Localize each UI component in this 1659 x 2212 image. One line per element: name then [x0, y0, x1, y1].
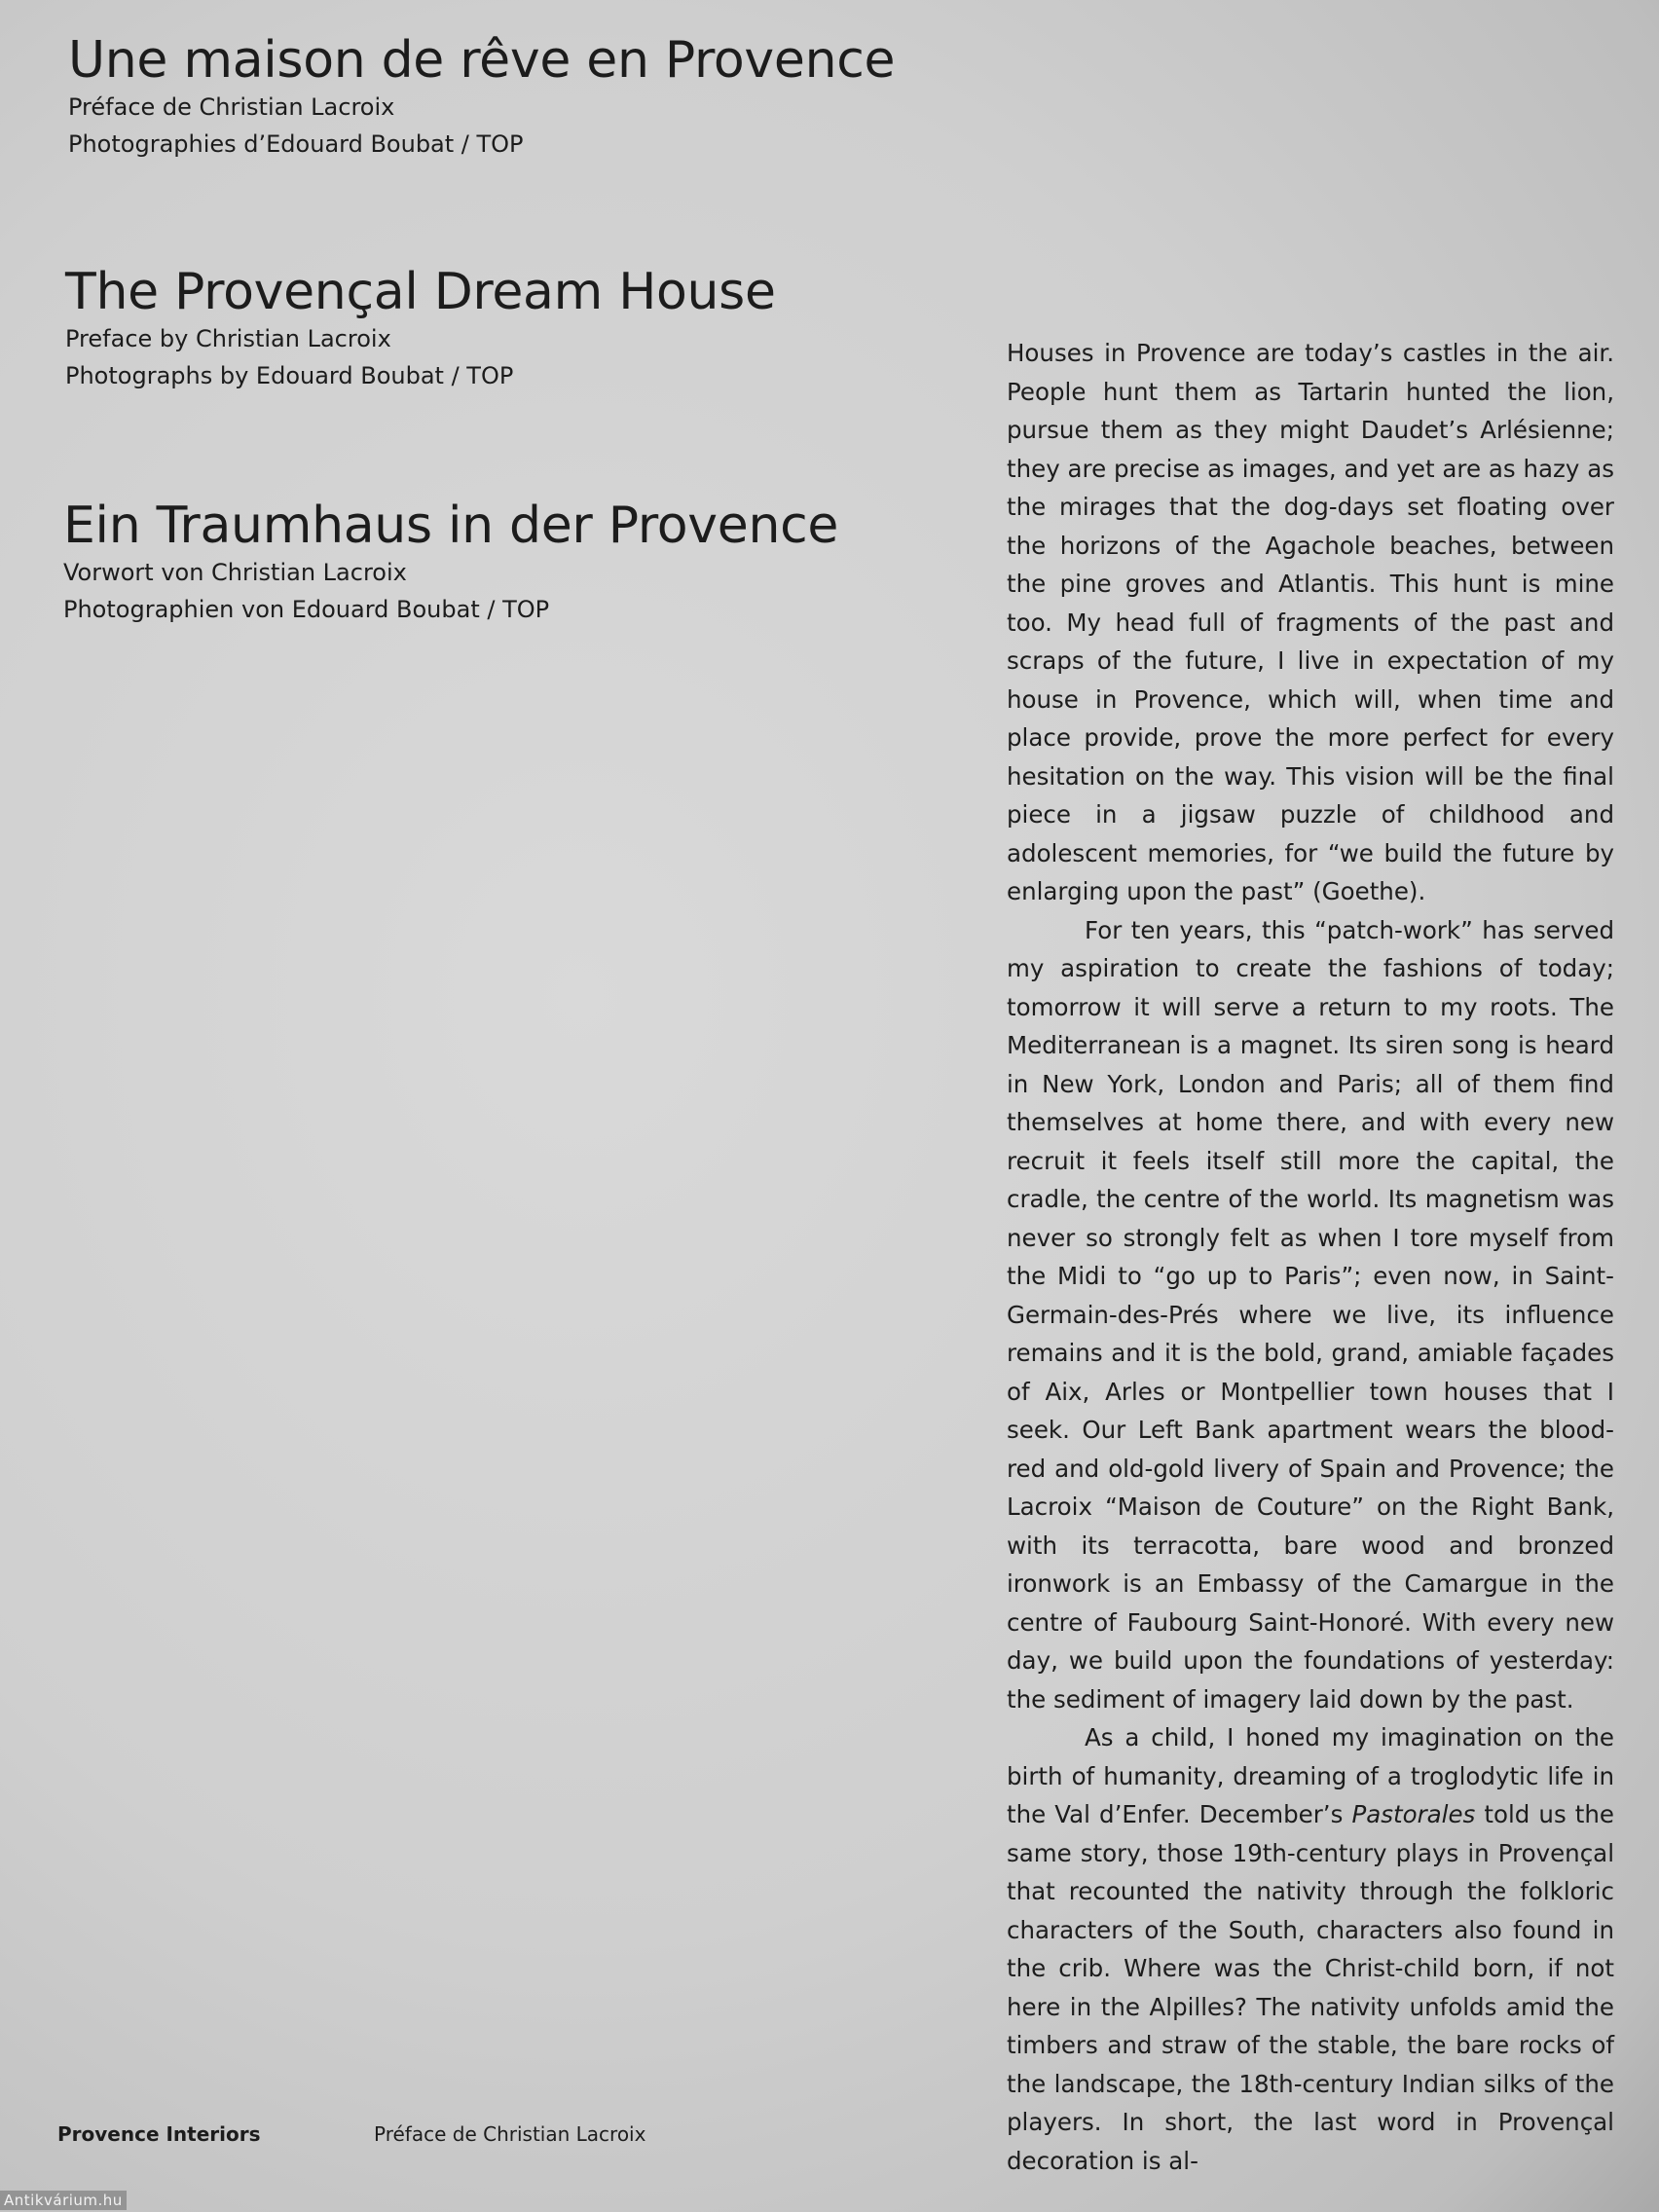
english-preface-credit: Preface by Christian Lacroix: [65, 325, 391, 353]
german-title-block: [63, 498, 838, 628]
english-photo-credit: Photographs by Edouard Boubat / TOP: [65, 362, 514, 390]
english-title-block: [65, 265, 776, 394]
english-title: The Provençal Dream House: [65, 263, 776, 321]
body-paragraph-3: [1007, 1718, 1614, 2180]
preface-body-text: [1007, 334, 1614, 2180]
german-title: Ein Traumhaus in der Provence: [63, 497, 839, 555]
body-paragraph-1: Houses in Provence are today’s castles in the air. People hunt them as Tartarin hunted the lion, pursue them as they might Daudet’s Arlésienne; they are precise as images, and yet are as hazy as the mirages that the dog-days set floating over the horizons of the Agachole beaches, between the pine groves and Atlantis. This hunt is mine too. My head full of fragments of the past and scraps of the future, I live in expectation of my house in Provence, which will, when time and place provide, prove the more perfect for every hesitation on the way. This vision will be the final piece in a jigsaw puzzle of childhood and adolescent memories, for “we build the future by enlarging upon the past” (Goethe).: [1007, 339, 1614, 905]
french-title: Une maison de rêve en Provence: [68, 31, 896, 90]
body-paragraph-2: For ten years, this “patch-work” has served my aspiration to create the fashions of today; tomorrow it will serve a return to my roots. The Mediterranean is a magnet. Its siren song is heard in New York, London and Paris; all of them find themselves at home there, and with every new recruit it feels itself still more the capital, the cradle, the centre of the world. Its magnetism was never so strongly felt as when I tore myself from the Midi to “go up to Paris”; even now, in Saint-Germain-des-Prés where we live, its influence remains and it is the bold, grand, amiable façades of Aix, Arles or Montpellier town houses that I seek. Our Left Bank apartment wears the blood-red and old-gold livery of Spain and Provence; the Lacroix “Maison de Couture” on the Right Bank, with its terracotta, bare wood and bronzed ironwork is an Embassy of the Camargue in the centre of Faubourg Saint-Honoré. With every new day, we build upon the foundations of yesterday: the sediment of imagery laid down by the past.: [1007, 915, 1614, 1714]
french-preface-credit: Préface de Christian Lacroix: [68, 93, 395, 122]
body-paragraph-3-end: told us the same story, those 19th-century plays in Provençal that recounted the nativity through the folkloric characters of the South, characters also found in the crib. Where was the Christ-child born, if not here in the Alpilles? The nativity unfolds amid the timbers and straw of the stable, the bare rocks of the landscape, the 18th-century Indian silks of the players. In short, the last word in Provençal decoration is al-: [1007, 1800, 1614, 2175]
footer-section-title: Préface de Christian Lacroix: [374, 2122, 646, 2146]
german-photo-credit: Photographien von Edouard Boubat / TOP: [63, 596, 550, 624]
pastorales-italic: Pastorales: [1351, 1800, 1476, 1828]
french-title-block: [68, 33, 895, 163]
french-photo-credit: Photographies d’Edouard Boubat / TOP: [68, 130, 524, 159]
watermark: Antikvárium.hu: [0, 2191, 127, 2210]
footer-book-title: Provence Interiors: [57, 2122, 261, 2146]
body-paragraph-3-start: As a child, I honed my imagination on the birth of humanity, dreaming of a troglodytic life in the Val d’Enfer. December’s: [1007, 1723, 1614, 1828]
german-preface-credit: Vorwort von Christian Lacroix: [63, 559, 407, 587]
